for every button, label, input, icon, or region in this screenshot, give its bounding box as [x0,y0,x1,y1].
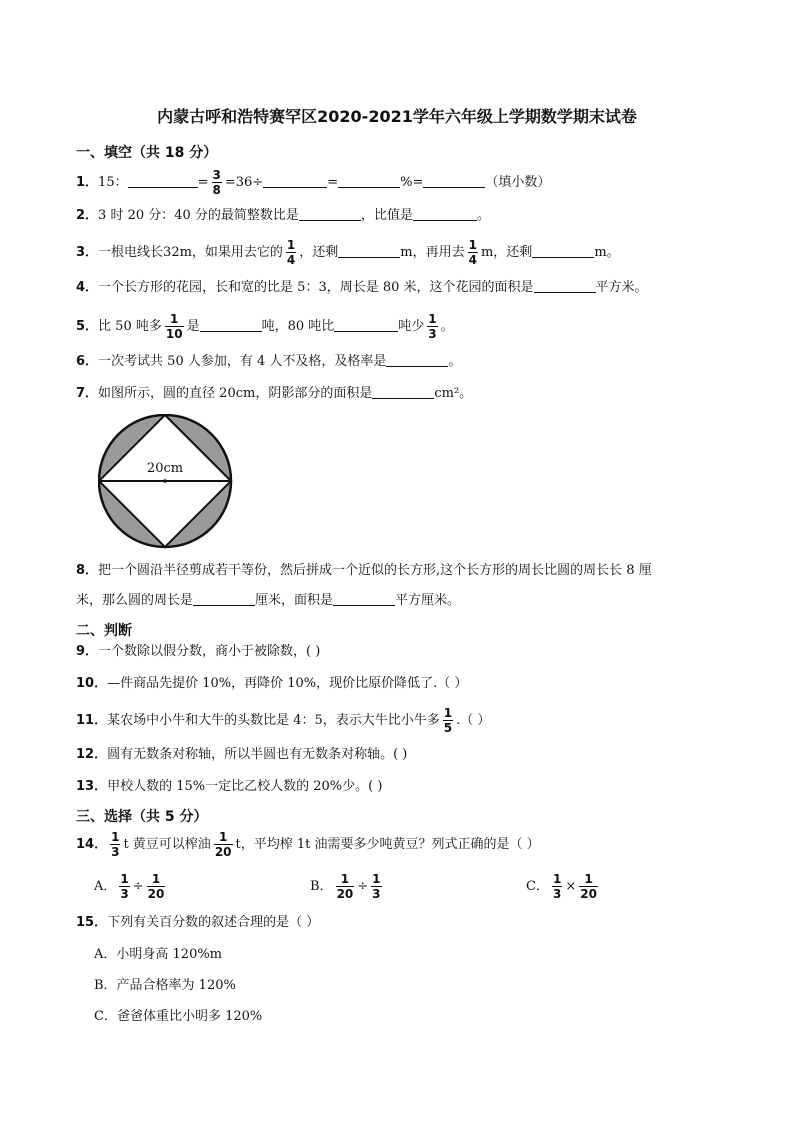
question-number: 1． [76,175,99,190]
operator: ÷ [357,879,369,894]
question-number: 12． [76,747,108,762]
text: （填小数） [485,175,551,190]
option-label: A． [94,879,117,894]
question-14 [76,830,540,859]
fraction [214,830,233,859]
text: = [327,175,339,190]
question-3 [76,238,620,267]
text: 某农场中小牛和大牛的头数比是 4：5，表示大牛比小牛多 [107,713,440,728]
text: ，还剩 [299,245,339,260]
answer-blank[interactable] [372,384,434,399]
numerator: 1 [428,312,437,326]
answer-blank[interactable] [413,206,477,221]
question-4 [76,278,648,298]
numerator: 1 [170,312,179,326]
text: 一根电线长32m，如果用去它的 [98,245,283,260]
option-label: B． [310,879,333,894]
text: m，再用去 [400,245,465,260]
option-a[interactable]: A．小明身高 120%m [94,947,223,962]
text: 一次考试共 50 人参加，有 4 人不及格，及格率是 [98,354,387,369]
question-number: 7． [76,386,99,401]
text: 一个长方形的花园，长和宽的比是 5：3，周长是 80 米，这个花园的面积是 [98,280,534,295]
fraction [119,872,129,901]
circle-square-figure [98,414,236,550]
text: 。 [448,354,462,369]
question-6 [76,352,461,372]
numerator: 1 [584,872,593,886]
text: =36÷ [224,175,264,190]
fraction [147,872,166,901]
fraction [579,872,598,901]
denominator: 3 [111,845,120,859]
text: 圆有无数条对称轴，所以半圆也有无数条对称轴。( ) [107,747,408,762]
text: 甲校人数的 15%一定比乙校人数的 20%少。( ) [107,779,383,794]
text: 3 时 20 分：40 分的最简整数比是 [98,208,299,223]
question-number: 3． [76,245,99,260]
numerator: 1 [286,238,296,252]
answer-blank[interactable] [193,591,255,606]
denominator: 3 [120,887,129,901]
text: 一个数除以假分数，商小于被除数，( ) [98,644,321,659]
fraction [468,238,478,267]
question-number: 13． [76,779,108,794]
text: t，平均榨 1t 油需要多少吨黄豆？列式正确的是（ ） [235,837,540,852]
answer-blank[interactable] [532,243,594,258]
section-fill-in: 一、填空（共 18 分） [76,145,218,161]
fraction [443,706,453,735]
text: —件商品先提价 10%，再降价 10%，现价比原价降低了.（ ） [107,676,468,691]
numerator: 1 [468,238,477,252]
question-number: 5． [76,319,99,334]
question-1 [76,168,550,197]
text: 平方米。 [595,280,648,295]
text: 是 [186,319,200,334]
numerator: 1 [120,872,129,886]
question-8-line-2 [76,591,460,611]
option-b[interactable]: B．产品合格率为 120% [94,978,236,993]
question-11 [76,706,490,735]
numerator: 1 [340,872,350,886]
text: m，还剩 [480,245,533,260]
question-number: 4． [76,280,99,295]
question-number: 15． [76,915,108,930]
question-7 [76,384,472,404]
fraction [371,872,381,901]
text: .（ ） [456,713,491,728]
numerator: 1 [372,872,381,886]
text: = [197,175,209,190]
denominator: 4 [468,253,477,267]
question-number: 9． [76,644,99,659]
text: 平方厘米。 [395,593,461,608]
center-point [163,479,167,483]
text: m。 [594,245,620,260]
fraction [165,312,184,341]
answer-blank[interactable] [338,173,400,188]
answer-blank[interactable] [333,591,395,606]
question-number: 11． [76,713,108,728]
page-title: 内蒙古呼和浩特赛罕区2020-2021学年六年级上学期数学期末试卷 [157,107,637,126]
numerator: 1 [218,830,228,844]
text: t 黄豆可以榨油 [123,837,211,852]
operator: ÷ [132,879,144,894]
answer-blank[interactable] [200,317,262,332]
text: 把一个圆沿半径剪成若干等份，然后拼成一个近似的长方形,这个长方形的周长比圆的周长长 8 厘 [98,563,652,578]
denominator: 3 [428,327,437,341]
answer-blank[interactable] [386,352,448,367]
option-c[interactable]: C．爸爸体重比小明多 120% [94,1009,263,1024]
question-5 [76,312,454,341]
question-2 [76,206,490,226]
numerator: 1 [151,872,161,886]
answer-blank[interactable] [338,243,400,258]
text: ，比值是 [360,208,413,223]
question-number: 14． [76,837,108,852]
denominator: 20 [580,887,597,901]
question-number: 10． [76,676,108,691]
fraction [286,238,296,267]
denominator: 20 [147,887,165,901]
option-a[interactable] [94,872,168,901]
text: cm²。 [434,386,473,401]
denominator: 3 [372,887,381,901]
text: 米，那么圆的周长是 [76,593,194,608]
fraction [110,830,120,859]
diameter-label: 20cm [146,461,184,476]
question-15 [76,913,319,933]
text: 如图所示，圆的直径 20cm，阴影部分的面积是 [98,386,373,401]
question-8 [76,561,652,581]
denominator: 20 [214,845,232,859]
text: 厘米，面积是 [255,593,334,608]
answer-blank[interactable] [423,173,485,188]
denominator: 10 [165,327,183,341]
section-choice: 三、选择（共 5 分） [76,809,208,825]
answer-blank[interactable] [263,173,327,188]
answer-blank[interactable] [534,278,596,293]
text: 15： [98,175,128,190]
denominator: 5 [443,721,453,735]
fraction [336,872,355,901]
text: 吨少 [398,319,425,334]
question-9 [76,642,320,662]
option-c[interactable] [526,872,601,901]
text: %= [400,175,424,190]
option-label: C． [526,879,549,894]
question-10 [76,674,467,694]
text: 下列有关百分数的叙述合理的是（ ） [107,915,320,930]
numerator: 3 [212,168,221,182]
numerator: 1 [552,872,562,886]
operator: × [565,879,577,894]
denominator: 4 [286,253,296,267]
question-number: 8． [76,563,99,578]
denominator: 3 [552,887,562,901]
question-13 [76,777,382,797]
fraction [427,312,437,341]
answer-blank[interactable] [334,317,398,332]
section-judgement: 二、判断 [76,623,132,639]
text: 比 50 吨多 [98,319,162,334]
fraction [552,872,562,901]
answer-blank[interactable] [299,206,361,221]
denominator: 8 [212,183,221,197]
text: 吨，80 吨比 [261,319,335,334]
answer-blank[interactable] [128,173,198,188]
denominator: 20 [336,887,354,901]
text: 。 [440,319,454,334]
numerator: 1 [111,830,120,844]
numerator: 1 [443,706,453,720]
question-number: 6． [76,354,99,369]
fraction [212,168,222,197]
text: 。 [476,208,490,223]
question-number: 2． [76,208,99,223]
question-12 [76,745,407,765]
option-b[interactable] [310,872,385,901]
